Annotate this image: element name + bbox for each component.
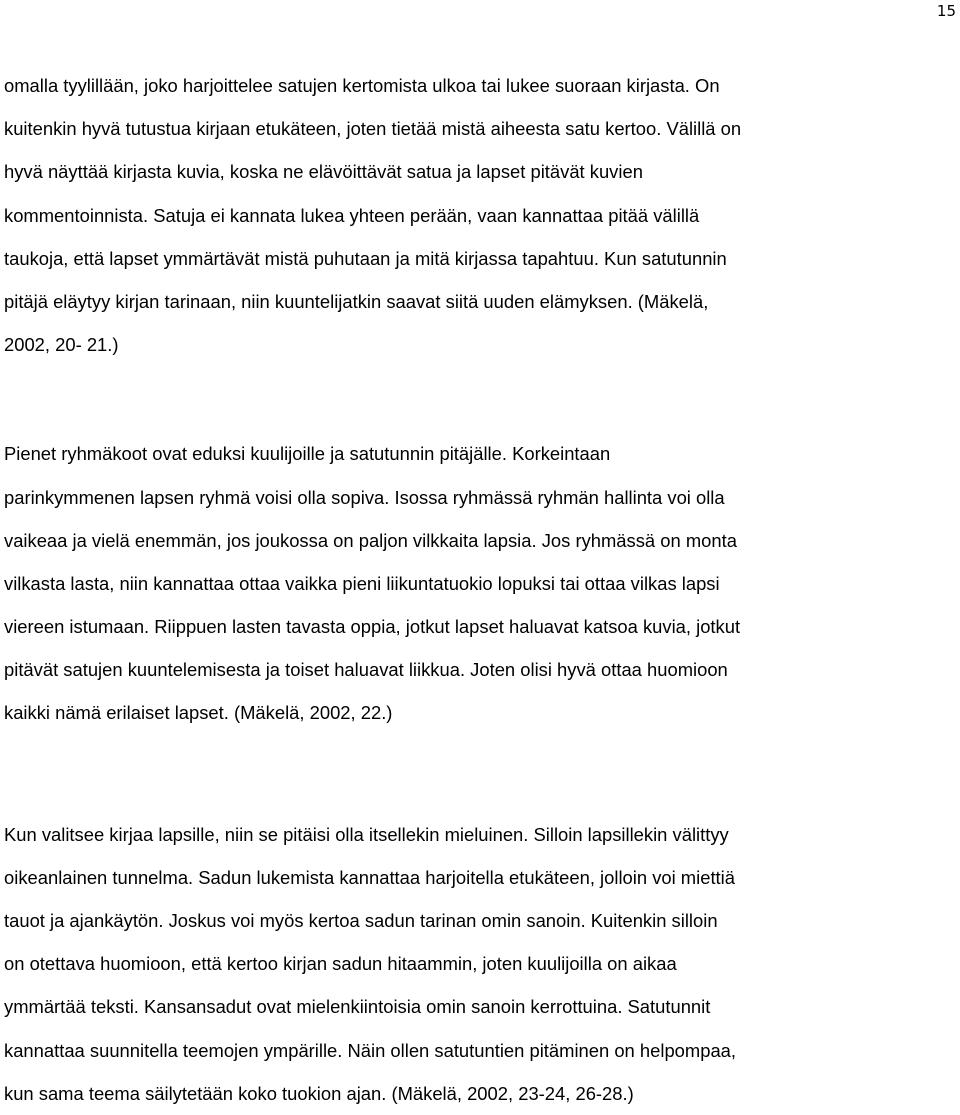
text-line: tauot ja ajankäytön. Joskus voi myös kertoa sadun tarinan omin sanoin. Kuitenkin silloin xyxy=(4,910,718,931)
paragraph-1 xyxy=(4,64,954,366)
text-line: on otettava huomioon, että kertoo kirjan sadun hitaammin, joten kuulijoilla on aikaa xyxy=(4,953,677,975)
page-number: 15 xyxy=(936,2,956,20)
text-line: parinkymmenen lapsen ryhmä voisi olla sopiva. Isossa ryhmässä ryhmän hallinta voi olla xyxy=(4,486,725,508)
document-body xyxy=(4,64,954,1115)
text-line: viereen istumaan. Riippuen lasten tavasta oppia, jotkut lapset haluavat katsoa kuvia, jotkut xyxy=(4,616,741,638)
text-line: kommentoinnista. Satuja ei kannata lukea yhteen perään, vaan kannattaa pitää välillä xyxy=(4,204,700,226)
text-line: Kun valitsee kirjaa lapsille, niin se pitäisi olla itsellekin mieluinen. Silloin lapsillekin välittyy xyxy=(4,823,729,845)
text-line: kuitenkin hyvä tutustua kirjaan etukäteen, joten tietää mistä aiheesta satu kertoo. Välillä on xyxy=(4,118,742,140)
text-line: oikeanlainen tunnelma. Sadun lukemista kannattaa harjoitella etukäteen, jolloin voi miettiä xyxy=(4,866,735,888)
paragraph-spacer xyxy=(4,735,954,813)
text-line: Pienet ryhmäkoot ovat eduksi kuulijoille ja satutunnin pitäjälle. Korkeintaan xyxy=(4,443,611,465)
text-line: vilkasta lasta, niin kannattaa ottaa vaikka pieni liikuntatuokio lopuksi tai ottaa vilkas lapsi xyxy=(4,572,720,594)
paragraph-2 xyxy=(4,432,954,734)
text-line: hyvä näyttää kirjasta kuvia, koska ne elävöittävät satua ja lapset pitävät kuvien xyxy=(4,161,643,183)
text-line: ymmärtää teksti. Kansansadut ovat mielenkiintoisia omin sanoin kerrottuina. Satutunnit xyxy=(4,996,711,1018)
text-line: kaikki nämä erilaiset lapset. (Mäkelä, 2002, 22.) xyxy=(4,702,393,724)
text-line: pitävät satujen kuuntelemisesta ja toiset haluavat liikkua. Joten olisi hyvä ottaa huomioon xyxy=(4,659,728,681)
text-line: pitäjä eläytyy kirjan tarinaan, niin kuuntelijatkin saavat siitä uuden elämyksen. (Mäkelä, xyxy=(4,290,709,312)
text-line: vaikeaa ja vielä enemmän, jos joukossa on paljon vilkkaita lapsia. Jos ryhmässä on monta xyxy=(4,529,737,551)
text-line: kun sama teema säilytetään koko tuokion ajan. (Mäkelä, 2002, 23-24, 26-28.) xyxy=(4,1082,634,1104)
text-line: taukoja, että lapset ymmärtävät mistä puhutaan ja mitä kirjassa tapahtuu. Kun satutunnin xyxy=(4,247,727,269)
text-line: 2002, 20- 21.) xyxy=(4,334,119,356)
paragraph-3 xyxy=(4,813,954,1115)
text-line: omalla tyylillään, joko harjoittelee satujen kertomista ulkoa tai lukee suoraan kirjasta. On xyxy=(4,75,720,96)
text-line: kannattaa suunnitella teemojen ympärille. Näin ollen satutuntien pitäminen on helpompaa, xyxy=(4,1039,737,1061)
paragraph-spacer xyxy=(4,366,954,432)
